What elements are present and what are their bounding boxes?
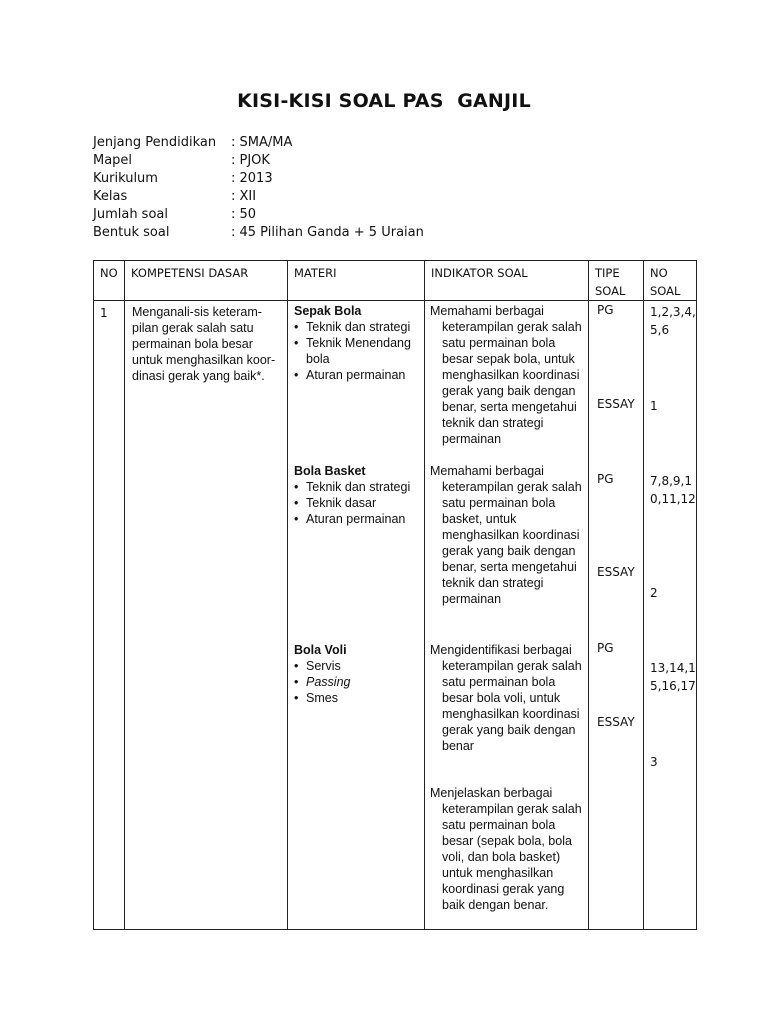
info-row-jenjang xyxy=(93,134,424,152)
no-soal-value: 7,8,9,10,11,12 xyxy=(650,474,696,506)
info-label: Mapel xyxy=(93,153,133,168)
info-row-bentuk-soal xyxy=(93,224,424,242)
header-no-soal xyxy=(644,261,697,301)
bullet-icon: • xyxy=(294,320,299,334)
bullet-icon: • xyxy=(294,368,299,382)
bullet-icon: • xyxy=(294,675,299,689)
info-label: Bentuk soal xyxy=(93,225,170,240)
no-soal-value: 1 xyxy=(650,399,658,413)
header-tipe-line1: TIPE xyxy=(595,266,620,280)
materi-title: Bola Voli xyxy=(294,643,347,657)
materi-cell xyxy=(288,301,425,930)
table-row xyxy=(94,301,697,930)
header-nosoal-line1: NO xyxy=(650,266,668,280)
bullet-icon: • xyxy=(294,512,299,526)
info-row-kelas xyxy=(93,188,424,206)
indikator-item: Memahami berbagai keterampilan gerak salah satu permainan bola besar sepak bola, untuk menghasilkan koordinasi gerak yang baik dengan benar, serta mengetahui teknik dan strategi permainan xyxy=(430,304,582,446)
info-value: : 50 xyxy=(231,207,257,222)
bullet-icon: • xyxy=(294,480,299,494)
kisi-kisi-table xyxy=(93,260,697,930)
table-header-row xyxy=(94,261,697,301)
indikator-item: Mengidentifikasi berbagai keterampilan gerak salah satu permainan bola besar bola voli, untuk menghasilkan koordinasi gerak yang baik dengan benar xyxy=(430,643,582,753)
materi-item: • Smes xyxy=(294,691,338,705)
materi-item: • Teknik dan strategi xyxy=(294,480,411,494)
materi-title: Bola Basket xyxy=(294,464,366,478)
indikator-item: Menjelaskan berbagai keterampilan gerak salah satu permainan bola besar (sepak bola, bola voli, dan bola basket) untuk menghasilkan koordinasi gerak yang baik dengan benar. xyxy=(430,786,582,912)
kompetensi-dasar-text: Menganali-sis keteram-pilan gerak salah satu permainan bola besar untuk menghasilkan koor-dinasi gerak yang baik*. xyxy=(125,301,288,930)
materi-bola-basket xyxy=(288,463,424,527)
materi-item: • Teknik dasar xyxy=(294,496,377,510)
tipe-label: ESSAY xyxy=(597,397,635,411)
indikator-item: Memahami berbagai keterampilan gerak salah satu permainan bola basket, untuk menghasilkan koordinasi gerak yang baik dengan benar, serta mengetahui teknik dan strategi permainan xyxy=(430,464,582,606)
info-row-kurikulum xyxy=(93,170,424,188)
tipe-label: PG xyxy=(597,472,614,486)
materi-item: • Teknik Menendang bola xyxy=(294,336,411,366)
header-nosoal-line2: SOAL xyxy=(650,284,681,298)
no-soal-cell xyxy=(644,301,697,930)
header-no: NO xyxy=(94,261,125,301)
bullet-icon: • xyxy=(294,691,299,705)
bullet-icon: • xyxy=(294,496,299,510)
materi-item: • Passing xyxy=(294,675,351,689)
document-title: KISI-KISI SOAL PAS GANJIL xyxy=(237,90,531,112)
materi-bola-voli xyxy=(288,642,424,706)
no-soal-value: 1,2,3,4,5,6 xyxy=(650,305,696,337)
header-tipe-line2: SOAL xyxy=(595,284,626,298)
materi-item: • Aturan permainan xyxy=(294,512,406,526)
tipe-label: PG xyxy=(597,303,614,317)
info-value: : 45 Pilihan Ganda + 5 Uraian xyxy=(231,225,424,240)
bullet-icon: • xyxy=(294,659,299,673)
bullet-icon: • xyxy=(294,336,299,350)
tipe-soal-cell xyxy=(589,301,644,930)
info-label: Jenjang Pendidikan xyxy=(93,135,217,150)
header-indikator-soal: INDIKATOR SOAL xyxy=(425,261,589,301)
row-number: 1 xyxy=(94,301,125,930)
no-soal-value: 3 xyxy=(650,755,658,769)
info-label: Jumlah soal xyxy=(93,207,168,222)
materi-item: • Teknik dan strategi xyxy=(294,320,411,334)
info-row-mapel xyxy=(93,152,424,170)
header-materi: MATERI xyxy=(288,261,425,301)
info-value: : SMA/MA xyxy=(231,135,293,150)
no-soal-value: 13,14,15,16,17 xyxy=(650,661,696,693)
materi-item: • Servis xyxy=(294,659,341,673)
info-row-jumlah-soal xyxy=(93,206,424,224)
info-label: Kurikulum xyxy=(93,171,158,186)
tipe-label: PG xyxy=(597,641,614,655)
info-value: : PJOK xyxy=(231,153,270,168)
header-tipe-soal xyxy=(589,261,644,301)
info-label: Kelas xyxy=(93,189,128,204)
info-value: : 2013 xyxy=(231,171,273,186)
tipe-label: ESSAY xyxy=(597,565,635,579)
header-kompetensi-dasar: KOMPETENSI DASAR xyxy=(125,261,288,301)
document-info xyxy=(93,134,424,242)
no-soal-value: 2 xyxy=(650,586,658,600)
indikator-cell xyxy=(425,301,589,930)
tipe-label: ESSAY xyxy=(597,715,635,729)
info-value: : XII xyxy=(231,189,257,204)
materi-sepak-bola xyxy=(288,303,424,383)
materi-title: Sepak Bola xyxy=(294,304,362,318)
materi-item: • Aturan permainan xyxy=(294,368,406,382)
